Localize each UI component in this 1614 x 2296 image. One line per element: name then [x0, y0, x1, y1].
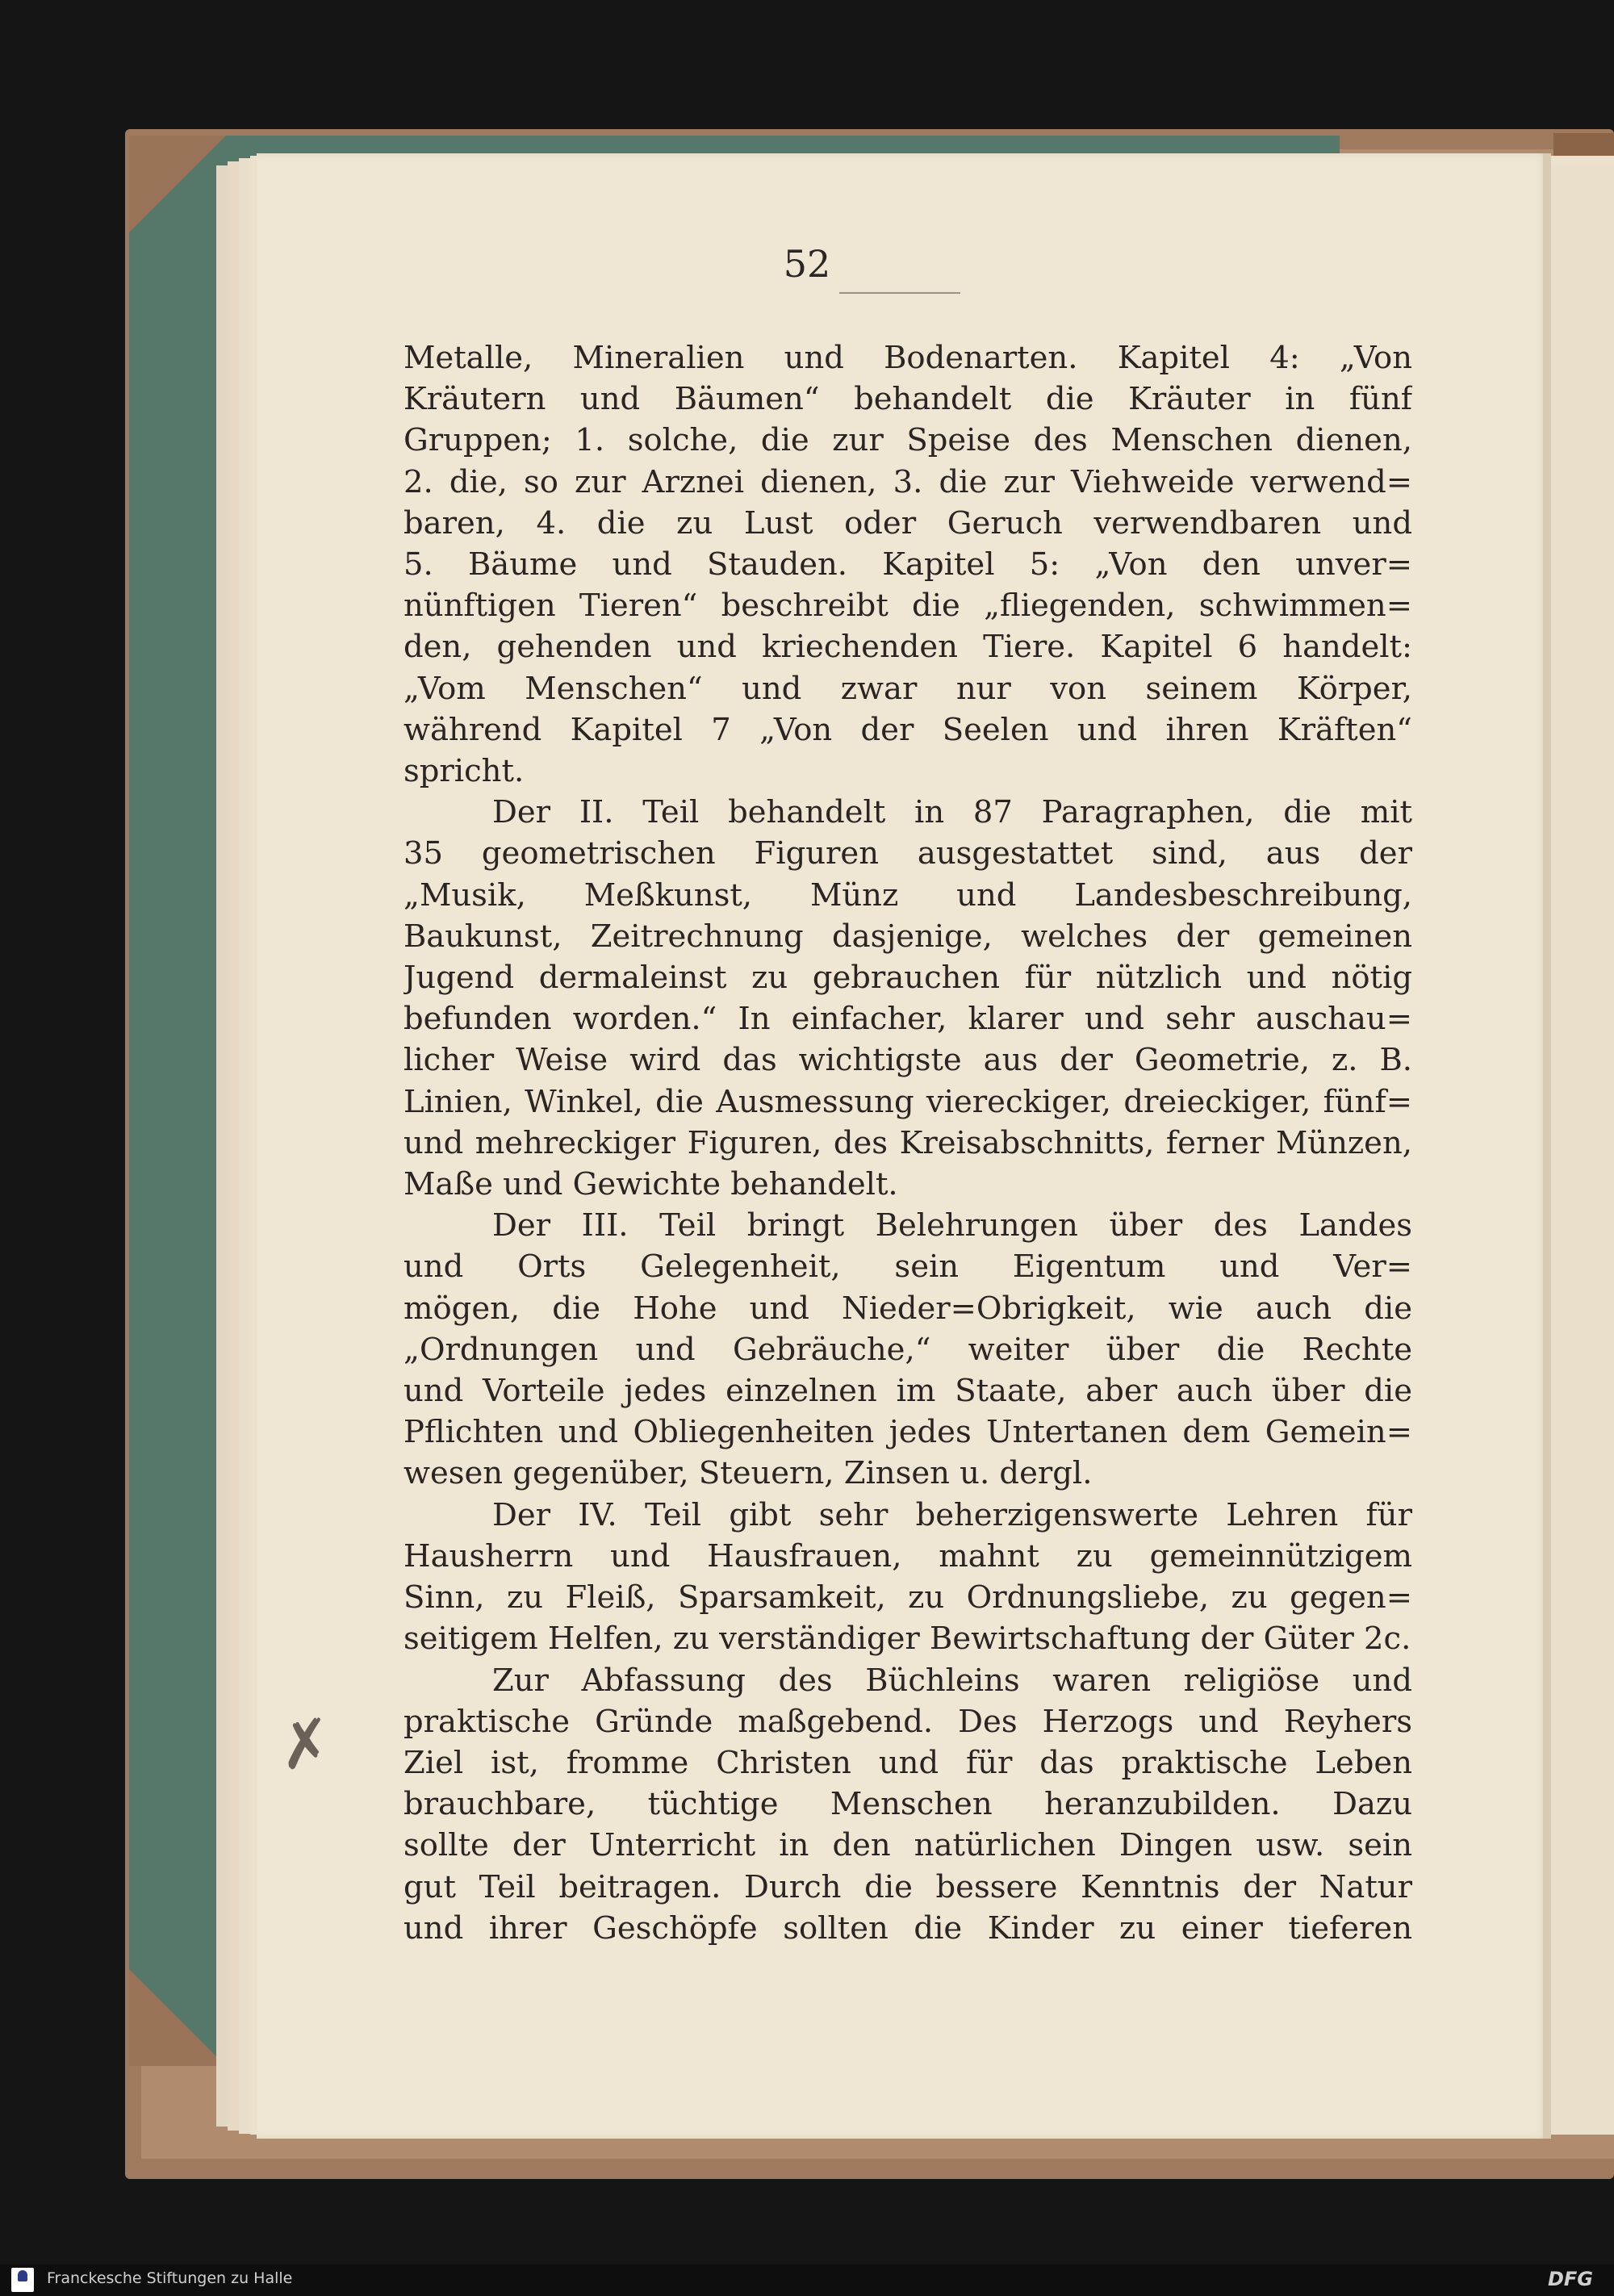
- text-line: praktische Gründe maßgebend. Des Herzogs und Reyhers: [404, 1703, 1412, 1740]
- page-gutter: [1543, 153, 1551, 2139]
- text-line: Gruppen; 1. solche, die zur Speise des Menschen dienen,: [404, 422, 1412, 459]
- text-line: Zur Abfassung des Büchleins waren religiöse und: [492, 1662, 1412, 1699]
- text-line: Metalle, Mineralien und Bodenarten. Kapitel 4: „Von: [404, 340, 1412, 376]
- text-line: Pflichten und Obliegenheiten jedes Untertanen dem Gemein=: [404, 1414, 1412, 1451]
- text-line: wesen gegenüber, Steuern, Zinsen u. dergl.: [404, 1455, 1093, 1492]
- cover-corner-bottom: [129, 1969, 226, 2066]
- text-line: brauchbare, tüchtige Menschen heranzubilden. Dazu: [404, 1786, 1412, 1823]
- text-line: Der III. Teil bringt Belehrungen über des Landes: [492, 1207, 1412, 1244]
- body-text: [404, 337, 1412, 1949]
- text-line: und mehreckiger Figuren, des Kreisabschnitts, ferner Münzen,: [404, 1124, 1412, 1161]
- text-line: Baukunst, Zeitrechnung dasjenige, welches der gemeinen: [404, 918, 1412, 955]
- text-line: befunden worden.“ In einfacher, klarer und sehr auschau=: [404, 1001, 1412, 1038]
- text-line: 35 geometrischen Figuren ausgestattet sind, aus der: [404, 835, 1412, 872]
- footer-institution: Franckesche Stiftungen zu Halle: [47, 2269, 293, 2287]
- text-line: Maße und Gewichte behandelt.: [404, 1166, 898, 1203]
- text-line: 2. die, so zur Arznei dienen, 3. die zur Viehweide verwend=: [404, 463, 1412, 500]
- pencil-margin-mark: ✗: [273, 1703, 338, 1786]
- text-line: nünftigen Tieren“ beschreibt die „fliegenden, schwimmen=: [404, 588, 1412, 625]
- text-line: und Orts Gelegenheit, sein Eigentum und Ver=: [404, 1248, 1412, 1286]
- text-line: und ihrer Geschöpfe sollten die Kinder zu einer tieferen: [404, 1909, 1412, 1947]
- text-line: „Musik, Meßkunst, Münz und Landesbeschreibung,: [404, 876, 1412, 914]
- crest-emblem: [18, 2270, 27, 2281]
- text-line: Der II. Teil behandelt in 87 Paragraphen, die mit: [492, 794, 1412, 831]
- text-line: Hausherrn und Hausfrauen, mahnt zu gemeinnützigem: [404, 1537, 1412, 1575]
- text-line: 5. Bäume und Stauden. Kapitel 5: „Von den unver=: [404, 546, 1412, 583]
- text-line: gut Teil beitragen. Durch die bessere Kenntnis der Natur: [404, 1868, 1412, 1905]
- facing-page: [1551, 165, 1614, 2135]
- text-line: baren, 4. die zu Lust oder Geruch verwendbaren und: [404, 504, 1412, 542]
- text-line: Ziel ist, fromme Christen und für das praktische Leben: [404, 1744, 1412, 1781]
- text-line: sollte der Unterricht in den natürlichen Dingen usw. sein: [404, 1827, 1412, 1864]
- header-rule: [839, 292, 960, 294]
- text-line: Linien, Winkel, die Ausmessung viereckiger, dreieckiger, fünf=: [404, 1083, 1412, 1120]
- text-line: „Ordnungen und Gebräuche,“ weiter über die Rechte: [404, 1331, 1412, 1368]
- page-number: 52: [783, 242, 831, 286]
- text-line: seitigem Helfen, zu verständiger Bewirtschaftung der Güter 2c.: [404, 1621, 1411, 1658]
- dfg-logo: DFG: [1547, 2268, 1593, 2290]
- text-line: mögen, die Hohe und Nieder=Obrigkeit, wie auch die: [404, 1290, 1412, 1327]
- text-line: Der IV. Teil gibt sehr beherzigenswerte Lehren für: [492, 1496, 1412, 1533]
- text-line: Kräutern und Bäumen“ behandelt die Kräuter in fünf: [404, 381, 1412, 418]
- text-line: „Vom Menschen“ und zwar nur von seinem Körper,: [404, 670, 1412, 707]
- text-line: Sinn, zu Fleiß, Sparsamkeit, zu Ordnungsliebe, zu gegen=: [404, 1579, 1412, 1616]
- text-line: spricht.: [404, 753, 525, 790]
- text-line: und Vorteile jedes einzelnen im Staate, aber auch über die: [404, 1373, 1412, 1410]
- text-line: licher Weise wird das wichtigste aus der Geometrie, z. B.: [404, 1042, 1412, 1079]
- text-line: Jugend dermaleinst zu gebrauchen für nützlich und nötig: [404, 960, 1412, 997]
- cover-corner-top: [129, 136, 226, 232]
- text-line: den, gehenden und kriechenden Tiere. Kapitel 6 handelt:: [404, 629, 1412, 666]
- text-line: während Kapitel 7 „Von der Seelen und ihren Kräften“: [404, 711, 1412, 748]
